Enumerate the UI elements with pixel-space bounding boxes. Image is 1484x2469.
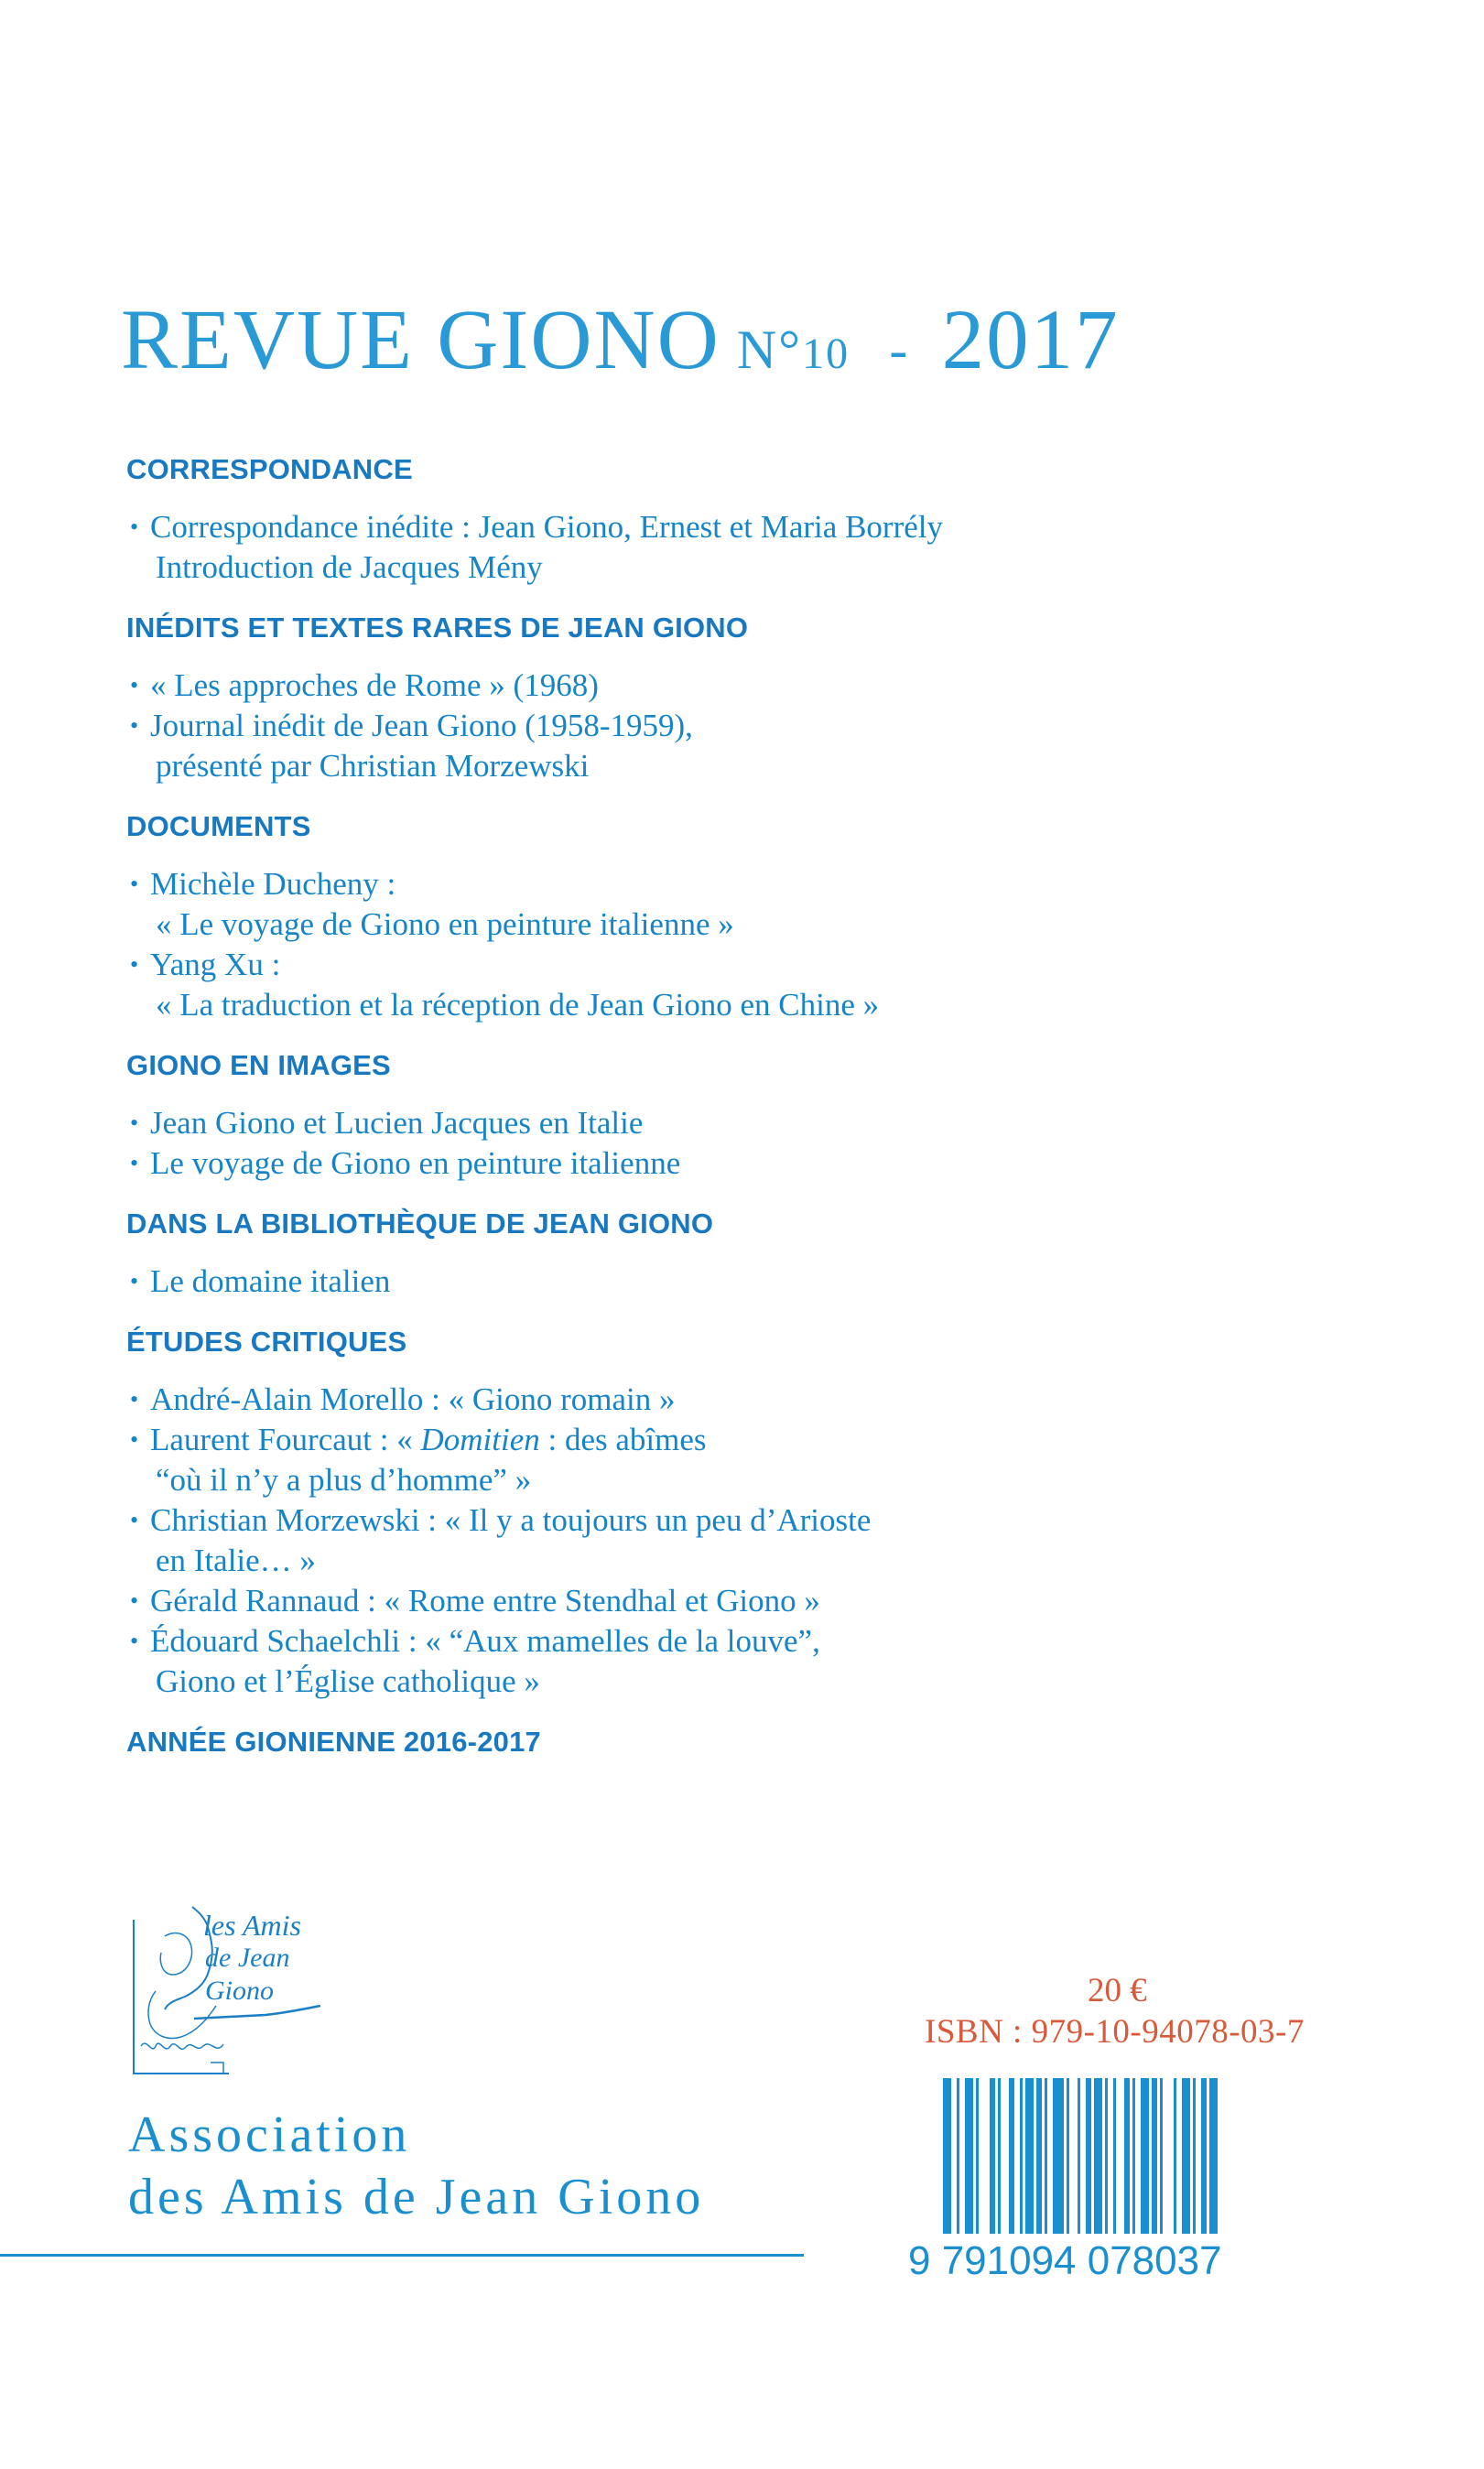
- entry-line: Le domaine italien: [150, 1263, 391, 1299]
- bullet-icon: •: [130, 672, 139, 698]
- entry-line: “où il n’y a plus d’homme” »: [156, 1462, 532, 1498]
- toc-section: [126, 1326, 1042, 1702]
- logo-line-1: les Amis: [203, 1909, 301, 1942]
- barcode-bar: [1152, 2078, 1157, 2234]
- toc-section: [126, 612, 1042, 786]
- section-items: [126, 864, 1042, 1025]
- bullet-icon: •: [130, 871, 139, 897]
- barcode-bar: [1020, 2078, 1023, 2234]
- isbn: ISBN : 979-10-94078-03-7: [925, 2013, 1305, 2051]
- barcode-bar: [1132, 2078, 1135, 2234]
- toc-entry: [126, 1143, 1042, 1184]
- association-line-1: Association: [128, 2106, 411, 2163]
- entry-line: Giono et l’Église catholique »: [156, 1663, 540, 1699]
- barcode-bar: [1193, 2078, 1196, 2234]
- barcode-bar: [943, 2078, 951, 2234]
- bullet-icon: •: [130, 1110, 139, 1136]
- barcode-bar: [1182, 2078, 1190, 2234]
- entry-line: en Italie… »: [156, 1543, 316, 1578]
- toc-entry: [126, 1103, 1042, 1143]
- issue-year: 2017: [941, 293, 1120, 387]
- price: 20 €: [1088, 1972, 1147, 2009]
- journal-title: [121, 291, 1120, 389]
- bullet-icon: •: [130, 1426, 139, 1453]
- bullet-icon: •: [130, 514, 139, 540]
- bullet-icon: •: [130, 1628, 139, 1654]
- barcode-bar: [1078, 2078, 1080, 2234]
- issue-separator: -: [889, 319, 910, 380]
- entry-line: Jean Giono et Lucien Jacques en Italie: [150, 1105, 644, 1141]
- barcode-bar: [965, 2078, 973, 2234]
- bullet-icon: •: [130, 712, 139, 739]
- entry-line: Yang Xu :: [150, 947, 281, 982]
- barcode-bar: [1025, 2078, 1034, 2234]
- barcode-bar: [1086, 2078, 1091, 2234]
- entry-line: présenté par Christian Morzewski: [156, 748, 590, 784]
- entry-line: Gérald Rannaud : « Rome entre Stendhal et Giono »: [150, 1583, 820, 1619]
- barcode-bar: [1094, 2078, 1102, 2234]
- section-heading: DANS LA BIBLIOTHÈQUE DE JEAN GIONO: [126, 1207, 714, 1240]
- section-heading: ANNÉE GIONIENNE 2016-2017: [126, 1726, 541, 1758]
- issue-prefix: N°: [736, 319, 803, 380]
- toc-entry: [126, 666, 1042, 706]
- section-heading: DOCUMENTS: [126, 810, 311, 842]
- entry-line: Christian Morzewski : « Il y a toujours un peu d’Arioste: [150, 1502, 872, 1538]
- section-items: [126, 507, 1042, 588]
- bullet-icon: •: [130, 1507, 139, 1533]
- barcode-bar: [976, 2078, 979, 2234]
- toc-entry: [126, 1380, 1042, 1420]
- toc-section: [126, 810, 1042, 1025]
- bullet-icon: •: [130, 1150, 139, 1176]
- bottom-rule: [0, 2254, 804, 2257]
- entry-line: Michèle Ducheny :: [150, 866, 396, 902]
- bullet-icon: •: [130, 1386, 139, 1413]
- bullet-icon: •: [130, 951, 139, 978]
- section-heading: ÉTUDES CRITIQUES: [126, 1326, 407, 1358]
- toc-section: [126, 1049, 1042, 1184]
- barcode-bars: [943, 2078, 1218, 2234]
- barcode-bar: [1105, 2078, 1108, 2234]
- association-logo: [128, 1900, 339, 2092]
- toc-section: [126, 453, 1042, 588]
- toc-section: [126, 1207, 1042, 1302]
- table-of-contents: [126, 453, 1042, 1782]
- barcode-bar: [1053, 2078, 1064, 2234]
- barcode-bar: [1201, 2078, 1207, 2234]
- barcode-bar: [1124, 2078, 1130, 2234]
- association-line-2: des Amis de Jean Giono: [128, 2169, 705, 2225]
- toc-entry: [126, 945, 1042, 1025]
- barcode-digits: 9 791094 078037: [908, 2238, 1222, 2279]
- toc-entry: [126, 507, 1042, 588]
- entry-line: Édouard Schaelchli : « “Aux mamelles de la louve”,: [150, 1623, 820, 1659]
- barcode-bar: [1209, 2078, 1218, 2234]
- entry-line: André-Alain Morello : « Giono romain »: [150, 1381, 676, 1417]
- toc-entry: [126, 864, 1042, 945]
- barcode-bar: [1009, 2078, 1014, 2234]
- logo-line-2: de Jean Giono: [205, 1943, 290, 2006]
- bullet-icon: •: [130, 1587, 139, 1614]
- entry-line: « Les approches de Rome » (1968): [150, 667, 599, 703]
- toc-entry: [126, 1262, 1042, 1302]
- barcode-bar: [1160, 2078, 1163, 2234]
- toc-entry: [126, 706, 1042, 786]
- section-heading: CORRESPONDANCE: [126, 453, 413, 485]
- entry-line: Journal inédit de Jean Giono (1958-1959),: [150, 708, 693, 743]
- barcode-bar: [1067, 2078, 1069, 2234]
- toc-entry: [126, 1581, 1042, 1621]
- issue-number: 10: [802, 330, 850, 378]
- barcode-bar: [1036, 2078, 1042, 2234]
- barcode-bar: [1113, 2078, 1116, 2234]
- toc-entry: [126, 1500, 1042, 1581]
- barcode-bar: [1045, 2078, 1047, 2234]
- section-items: [126, 1262, 1042, 1302]
- title-text: REVUE GIONO: [121, 293, 720, 387]
- barcode: [906, 2078, 1309, 2279]
- entry-line: Correspondance inédite : Jean Giono, Ernest et Maria Borrély: [150, 509, 943, 545]
- section-heading: INÉDITS ET TEXTES RARES DE JEAN GIONO: [126, 612, 749, 644]
- section-items: [126, 666, 1042, 786]
- section-items: [126, 1380, 1042, 1702]
- toc-section: [126, 1726, 1042, 1759]
- barcode-bar: [1174, 2078, 1176, 2234]
- barcode-bar: [998, 2078, 1001, 2234]
- section-heading: GIONO EN IMAGES: [126, 1049, 391, 1081]
- barcode-bar: [990, 2078, 995, 2234]
- barcode-bar: [1141, 2078, 1149, 2234]
- toc-entry: [126, 1621, 1042, 1702]
- entry-line: Le voyage de Giono en peinture italienne: [150, 1145, 681, 1181]
- bullet-icon: •: [130, 1268, 139, 1294]
- association-name: [128, 2104, 704, 2228]
- barcode-bar: [957, 2078, 959, 2234]
- entry-line: Laurent Fourcaut : « Domitien : des abîmes: [150, 1422, 707, 1457]
- entry-line: Introduction de Jacques Mény: [156, 549, 543, 585]
- toc-entry: [126, 1420, 1042, 1500]
- section-items: [126, 1103, 1042, 1184]
- entry-line: « Le voyage de Giono en peinture italienne »: [156, 906, 734, 942]
- entry-line: « La traduction et la réception de Jean Giono en Chine »: [156, 987, 880, 1023]
